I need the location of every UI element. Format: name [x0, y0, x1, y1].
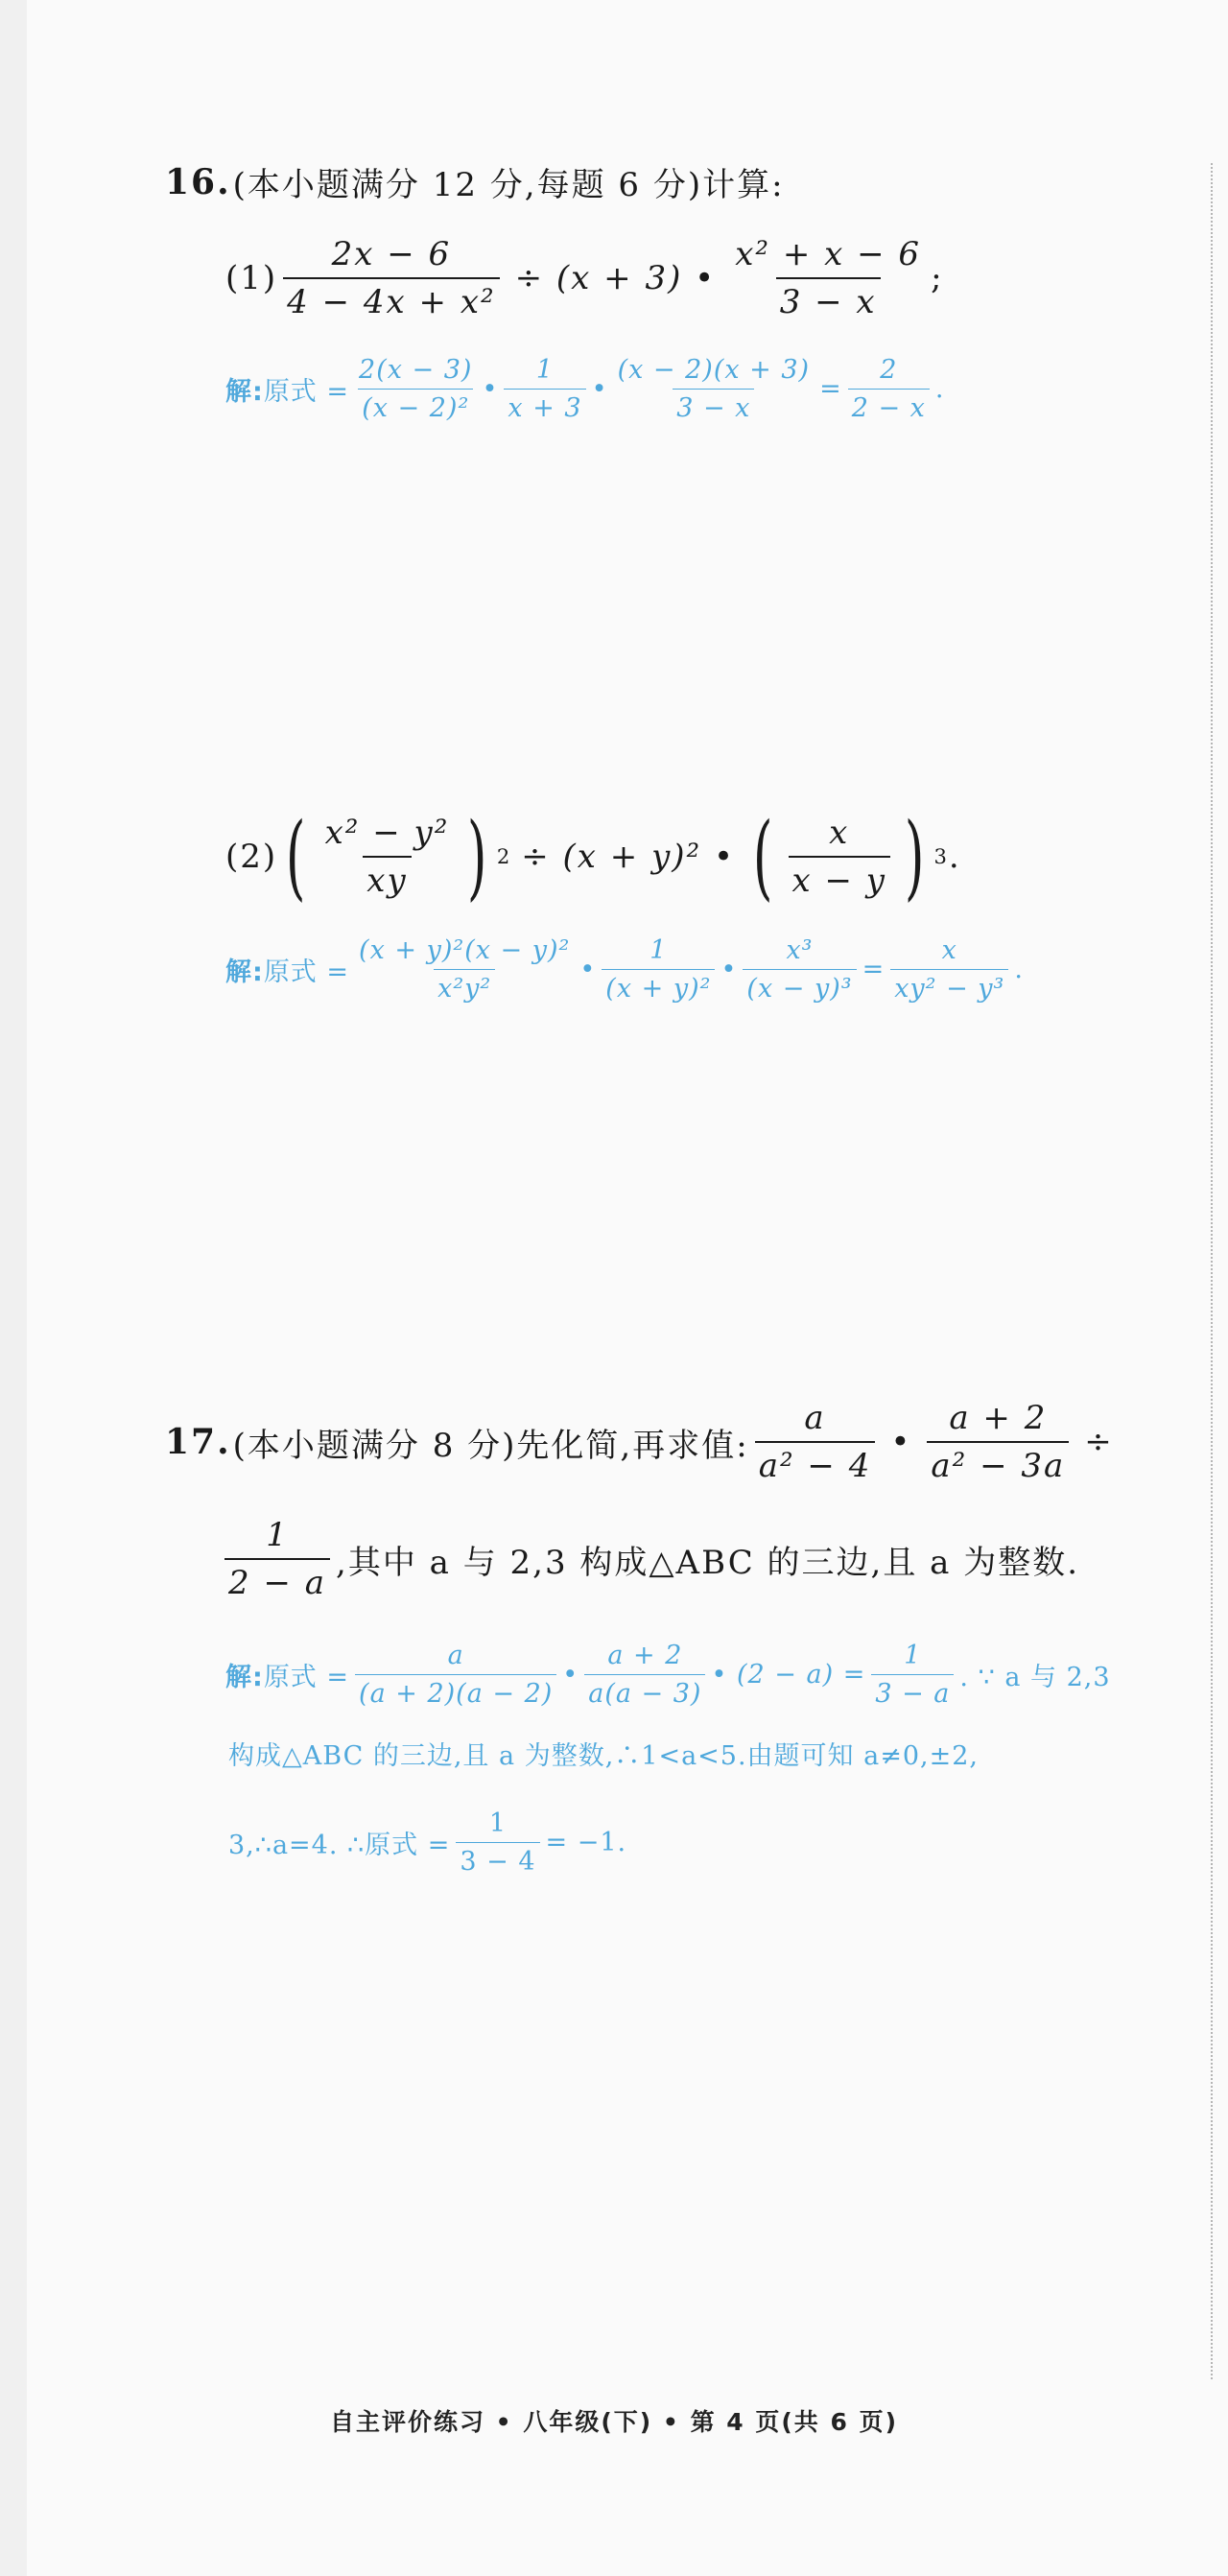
fraction — [283, 235, 499, 321]
answer-label: 解: — [225, 957, 264, 987]
numerator: 2 — [880, 355, 898, 385]
numerator: x — [941, 935, 957, 965]
q16-p1-label: (1) — [225, 259, 278, 297]
dot-operator: • — [482, 374, 499, 404]
fraction — [755, 1399, 876, 1485]
answer-lead: 原式 = — [263, 957, 350, 987]
numerator: 2(x − 3) — [359, 355, 473, 385]
q16-p1-end: ; — [931, 259, 944, 297]
answer-text: 构成△ABC 的三边,且 a 为整数,∴1<a<5.由题可知 a≠0,±2, — [228, 1741, 980, 1771]
answer-mid: • (2 − a) = — [711, 1660, 866, 1690]
q17-header: (本小题满分 8 分)先化简,再求值: — [232, 1426, 749, 1465]
fraction — [456, 1808, 539, 1877]
numerator: x² + x − 6 — [735, 235, 922, 273]
fraction — [743, 935, 856, 1004]
denominator: 3 − x — [776, 277, 881, 321]
q16-header-line — [165, 158, 785, 205]
numerator: 1 — [535, 355, 555, 385]
fraction — [224, 1516, 330, 1602]
numerator: 2x − 6 — [331, 235, 452, 273]
denominator: xy — [363, 856, 411, 900]
right-paren: ) — [467, 803, 488, 910]
denominator: a(a − 3) — [584, 1674, 705, 1709]
numerator: 1 — [266, 1516, 289, 1554]
fraction — [584, 1641, 705, 1709]
q16-p2-mid: ÷ (x + y)² • — [521, 838, 736, 876]
denominator: 4 − 4x + x² — [283, 277, 499, 321]
divide-operator: ÷ — [1084, 1423, 1114, 1461]
numerator: 1 — [904, 1641, 922, 1670]
q16-p2-end: . — [948, 838, 961, 876]
answer-lead: 原式 = — [263, 377, 350, 407]
fraction — [355, 1641, 556, 1709]
denominator: a² − 4 — [755, 1441, 876, 1485]
numerator: x³ — [786, 935, 814, 965]
numerator: 1 — [488, 1808, 508, 1838]
answer-label: 解: — [225, 377, 264, 407]
q17-header-line — [165, 1399, 1123, 1485]
q16-part1 — [225, 235, 944, 321]
q16-number: 16. — [165, 161, 231, 202]
answer-text: = −1. — [545, 1828, 627, 1857]
q16-p2-label: (2) — [225, 838, 278, 876]
fraction — [321, 814, 454, 900]
denominator: 3 − 4 — [456, 1842, 539, 1877]
dot-operator: • — [890, 1423, 912, 1461]
denominator: 2 − a — [224, 1558, 330, 1602]
denominator: a² − 3a — [927, 1441, 1069, 1485]
equals: = — [862, 955, 886, 984]
fraction — [848, 355, 930, 423]
answer-end: . — [934, 374, 945, 404]
denominator: x + 3 — [504, 389, 585, 423]
dot-operator: • — [720, 955, 738, 984]
denominator: 3 − x — [673, 389, 754, 423]
numerator: x² − y² — [324, 814, 450, 852]
q17-answer-line1 — [225, 1641, 1111, 1709]
q17-number: 17. — [165, 1422, 231, 1462]
answer-label: 解: — [225, 1663, 264, 1692]
page-left-edge — [0, 0, 27, 2576]
denominator: (x − y)³ — [743, 969, 856, 1004]
q17-answer-line2 — [228, 1735, 979, 1772]
fraction — [504, 355, 585, 423]
numerator: x — [829, 814, 850, 852]
numerator: a + 2 — [607, 1641, 683, 1670]
dot-operator: • — [591, 374, 608, 404]
equals: = — [819, 374, 842, 404]
denominator: 3 − a — [871, 1674, 954, 1709]
right-paren: ) — [904, 803, 926, 910]
denominator: xy² − y³ — [890, 969, 1008, 1004]
denominator: (x − 2)² — [358, 389, 473, 423]
fraction — [355, 935, 574, 1004]
fraction — [871, 1641, 954, 1709]
answer-tail: . ∵ a 与 2,3 — [959, 1663, 1111, 1692]
denominator: (a + 2)(a − 2) — [355, 1674, 556, 1709]
numerator: a — [447, 1641, 464, 1670]
numerator: 1 — [649, 935, 668, 965]
dot-operator: • — [579, 955, 597, 984]
q17-answer-line3 — [228, 1808, 626, 1877]
q17-condition: ,其中 a 与 2,3 构成△ABC 的三边,且 a 为整数. — [336, 1543, 1080, 1582]
numerator: a — [804, 1399, 826, 1437]
fraction — [890, 935, 1008, 1004]
fraction — [614, 355, 815, 423]
margin-dotted-rule — [1211, 163, 1213, 2379]
denominator: (x + y)² — [602, 969, 715, 1004]
fraction — [927, 1399, 1069, 1485]
fraction — [355, 355, 476, 423]
numerator: (x + y)²(x − y)² — [359, 935, 571, 965]
q16-part2: (2) ( $\frac{\text{x² − y²}}{xy}$ ) 2 ÷ (x + y)² • ( $\frac{x}{x - y}$ ) 3 . — [225, 803, 961, 910]
numerator: a + 2 — [949, 1399, 1048, 1437]
q16-p1-divide: ÷ (x + 3) • — [514, 259, 717, 297]
answer-lead: 原式 = — [263, 1663, 350, 1692]
fraction — [731, 235, 925, 321]
fraction — [789, 814, 891, 900]
q16-answer1 — [225, 355, 945, 423]
denominator: x − y — [789, 856, 891, 900]
q16-header: (本小题满分 12 分,每题 6 分)计算: — [232, 166, 785, 204]
numerator: (x − 2)(x + 3) — [617, 355, 811, 385]
answer-end: . — [1014, 955, 1024, 984]
q16-answer2 — [225, 935, 1024, 1004]
left-paren: ( — [752, 803, 774, 910]
fraction — [602, 935, 715, 1004]
denominator: 2 − x — [848, 389, 930, 423]
q17-line2 — [219, 1516, 1079, 1602]
denominator: x²y² — [434, 969, 495, 1004]
page-footer: 自主评价练习 • 八年级(下) • 第 4 页(共 6 页) — [329, 2408, 899, 2436]
answer-text: 3,∴a=4. ∴原式 = — [228, 1831, 451, 1860]
dot-operator: • — [562, 1660, 579, 1690]
left-paren: ( — [286, 803, 307, 910]
